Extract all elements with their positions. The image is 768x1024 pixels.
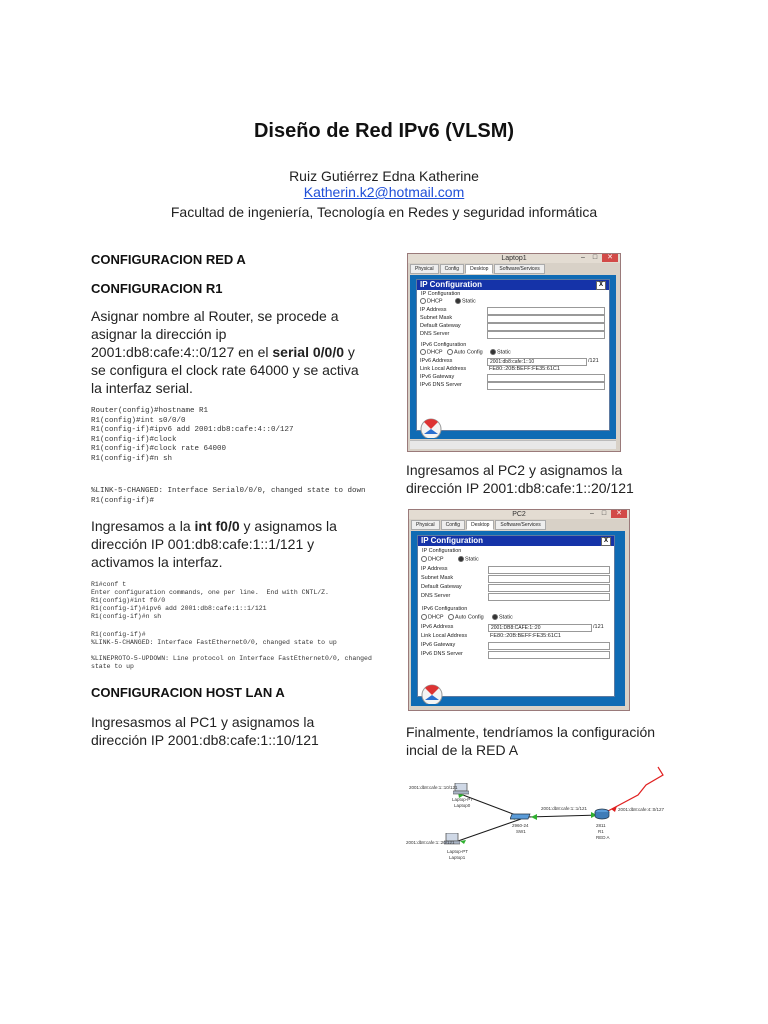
ipv6-address-label: IPv6 Address — [420, 358, 453, 364]
desktop-app-icon — [419, 682, 445, 704]
paragraph-pc1: Ingresasmos al PC1 y asignamos la dirección IP 2001:db8:cafe:1::10/121 — [91, 714, 319, 748]
link-local-label: Link Local Address — [420, 366, 467, 372]
ipv6-address-input[interactable]: 2001:db8:cafe:1::10 — [487, 358, 587, 366]
tab-config[interactable]: Config — [441, 520, 465, 530]
ipv6-prefix-label: /121 — [588, 358, 599, 364]
ip-config-panel — [416, 279, 610, 431]
tab-desktop[interactable]: Desktop — [465, 264, 493, 274]
laptop1-name-label: Laptop1 — [449, 855, 466, 860]
switch-name-label: SW1 — [516, 829, 526, 834]
link-local-label: Link Local Address — [421, 633, 468, 639]
network-topology-diagram — [398, 765, 688, 880]
dhcp-radio[interactable]: DHCP — [420, 298, 443, 304]
router-name-label: R1 — [598, 829, 604, 834]
laptop0-type-label: Laptop-PT — [452, 797, 474, 802]
laptop1-type-label: Laptop-PT — [447, 849, 469, 854]
ip-address-label: IP Address — [421, 566, 448, 572]
tab-software-services[interactable]: Software/Services — [494, 264, 544, 274]
section-ipv6-label: IPv6 Configuration — [422, 606, 468, 612]
ipv6-static-radio[interactable]: Static — [492, 614, 513, 620]
static-radio[interactable]: Static — [455, 298, 476, 304]
ipv6-static-radio[interactable]: Static — [490, 349, 511, 355]
heading-host-lan-a: CONFIGURACION HOST LAN A — [91, 685, 285, 700]
section-ipv4-label: IP Configuration — [421, 291, 461, 297]
document-title: Diseño de Red IPv6 (VLSM) — [253, 120, 515, 142]
close-icon[interactable]: ✕ — [602, 254, 618, 262]
cli-output-serial: Router(config)#hostname R1 R1(config)#int s0/0/0 R1(config-if)#ipv6 add 2001:db8:cafe:4::0/127 R1(config-if)#clock R1(config-if)#clock rate 64000 R1(config-if)#n sh — [91, 407, 294, 463]
ip-config-header: IP Configuration X — [417, 280, 609, 290]
cli-output-lineproto: %LINEPROTO-5-UPDOWN: Line protocol on Interface FastEthernet0/0, changed state to up — [91, 655, 372, 670]
subnet-mask-label: Subnet Mask — [420, 315, 453, 321]
minimize-icon[interactable]: – — [590, 510, 594, 517]
section-ipv6-label: IPv6 Configuration — [421, 342, 467, 348]
section-ipv4-label: IP Configuration — [422, 548, 462, 554]
link-local-value: FE80::20B:BEFF:FE35:61C1 — [489, 366, 560, 372]
window-titlebar: PC2 – □ ✕ — [409, 510, 629, 519]
subnet-mask-label: Subnet Mask — [421, 575, 454, 581]
cli-output-fa-state: R1(config-if)# %LINK-5-CHANGED: Interface FastEthernet0/0, changed state to up — [91, 631, 337, 646]
window-tabs — [408, 263, 620, 274]
window-tabs — [409, 519, 629, 530]
maximize-icon[interactable]: □ — [601, 510, 607, 517]
link-local-value: FE80::20B:BEFF:FE35:61C1 — [490, 633, 561, 639]
ipv6-dhcp-radio[interactable]: DHCP — [421, 614, 444, 620]
link-ip-label: 2001:db8:cafe:1::1/121 — [541, 806, 588, 811]
laptop0-ip-label: 2001:db8:cafe:1::10/121 — [409, 785, 458, 790]
router-red-label: RED A — [596, 835, 610, 840]
topology-links — [398, 765, 688, 880]
router-model-label: 2811 — [596, 823, 606, 828]
paragraph-router-config: Asignar nombre al Router, se procede a asignar la dirección ip 2001:db8:cafe:4::0/127 en el serial 0/0/0 y se configura el clock rate 64000 y se activa la interfaz serial. — [91, 308, 359, 396]
minimize-icon[interactable]: – — [581, 254, 585, 261]
ip-address-input[interactable] — [487, 307, 605, 315]
desktop-app-icon — [418, 416, 444, 438]
ipv6-auto-config-radio[interactable]: Auto Config — [447, 349, 483, 355]
ipv6-gateway-label: IPv6 Gateway — [420, 374, 455, 380]
maximize-icon[interactable]: □ — [592, 254, 598, 261]
ipv6-gateway-input[interactable] — [488, 642, 610, 650]
ip-config-close-button[interactable]: X — [596, 281, 606, 290]
author-email-link[interactable]: Katherin.k2@hotmail.com — [303, 184, 465, 200]
tab-physical[interactable]: Physical — [411, 520, 440, 530]
subnet-mask-input[interactable] — [487, 315, 605, 323]
ip-address-input[interactable] — [488, 566, 610, 574]
faculty-line: Facultad de ingeniería, Tecnología en Redes y seguridad informática — [170, 204, 598, 220]
close-icon[interactable]: ✕ — [611, 510, 627, 518]
laptop1-ip-label: 2001:db8:cafe:1::20/121 — [406, 840, 455, 845]
ip-config-close-button[interactable]: X — [601, 537, 611, 546]
default-gateway-input[interactable] — [488, 584, 610, 592]
default-gateway-label: Default Gateway — [420, 323, 461, 329]
author-name: Ruiz Gutiérrez Edna Katherine — [289, 168, 479, 184]
dns-server-label: DNS Server — [420, 331, 450, 337]
static-radio[interactable]: Static — [458, 556, 479, 562]
tab-config[interactable]: Config — [440, 264, 464, 274]
ipv6-dns-input[interactable] — [487, 382, 605, 390]
cli-output-fastethernet: R1#conf t Enter configuration commands, one per line. End with CNTL/Z. R1(config)#int f0/0 R1(config-if)#ipv6 add 2001:db8:cafe:1::1/121 R1(config-if)#n sh — [91, 581, 329, 620]
dhcp-radio[interactable]: DHCP — [421, 556, 444, 562]
ip-address-label: IP Address — [420, 307, 447, 313]
heading-config-red-a: CONFIGURACION RED A — [91, 252, 246, 267]
default-gateway-input[interactable] — [487, 323, 605, 331]
window-titlebar: Laptop1 – □ ✕ — [408, 254, 620, 263]
caption-pc2: Ingresamos al PC2 y asignamos la dirección IP 2001:db8:cafe:1::20/121 — [406, 462, 634, 496]
ip-config-panel — [417, 535, 615, 697]
laptop1-window — [407, 253, 621, 452]
paragraph-int-f0: Ingresamos a la int f0/0 y asignamos la dirección IP 001:db8:cafe:1::1/121 y activamos la interfaz. — [91, 518, 337, 570]
switch-model-label: 2960-24 — [512, 823, 529, 828]
dns-server-input[interactable] — [488, 593, 610, 601]
ipv6-gateway-input[interactable] — [487, 374, 605, 382]
tab-software-services[interactable]: Software/Services — [495, 520, 545, 530]
ipv6-gateway-label: IPv6 Gateway — [421, 642, 456, 648]
ipv6-address-input[interactable]: 2001:DB8:CAFE:1::20 — [488, 624, 592, 632]
serial-ip-label: 2001:db8:cafe:4::0/127 — [618, 807, 665, 812]
caption-final: Finalmente, tendríamos la configuración incial de la RED A — [406, 724, 656, 758]
tab-desktop[interactable]: Desktop — [466, 520, 494, 530]
default-gateway-label: Default Gateway — [421, 584, 462, 590]
ip-config-header: IP Configuration X — [418, 536, 614, 546]
switch-icon — [510, 811, 532, 821]
dns-server-label: DNS Server — [421, 593, 451, 599]
ipv6-dns-input[interactable] — [488, 651, 610, 659]
laptop0-name-label: Laptop0 — [454, 803, 471, 808]
cli-output-serial-state: %LINK-5-CHANGED: Interface Serial0/0/0, changed state to down R1(config-if)# — [91, 487, 366, 505]
ipv6-auto-config-radio[interactable]: Auto Config — [448, 614, 484, 620]
router-icon — [594, 808, 610, 820]
ipv6-address-label: IPv6 Address — [421, 624, 454, 630]
ipv6-dhcp-radio[interactable]: DHCP — [420, 349, 443, 355]
ipv6-dns-label: IPv6 DNS Server — [420, 382, 462, 388]
ipv6-dns-label: IPv6 DNS Server — [421, 651, 463, 657]
heading-config-r1: CONFIGURACION R1 — [91, 281, 223, 296]
subnet-mask-input[interactable] — [488, 575, 610, 583]
horizontal-scrollbar[interactable] — [410, 440, 616, 449]
dns-server-input[interactable] — [487, 331, 605, 339]
tab-physical[interactable]: Physical — [410, 264, 439, 274]
ipv6-prefix-label: /121 — [593, 624, 604, 630]
pc2-window — [408, 509, 630, 711]
